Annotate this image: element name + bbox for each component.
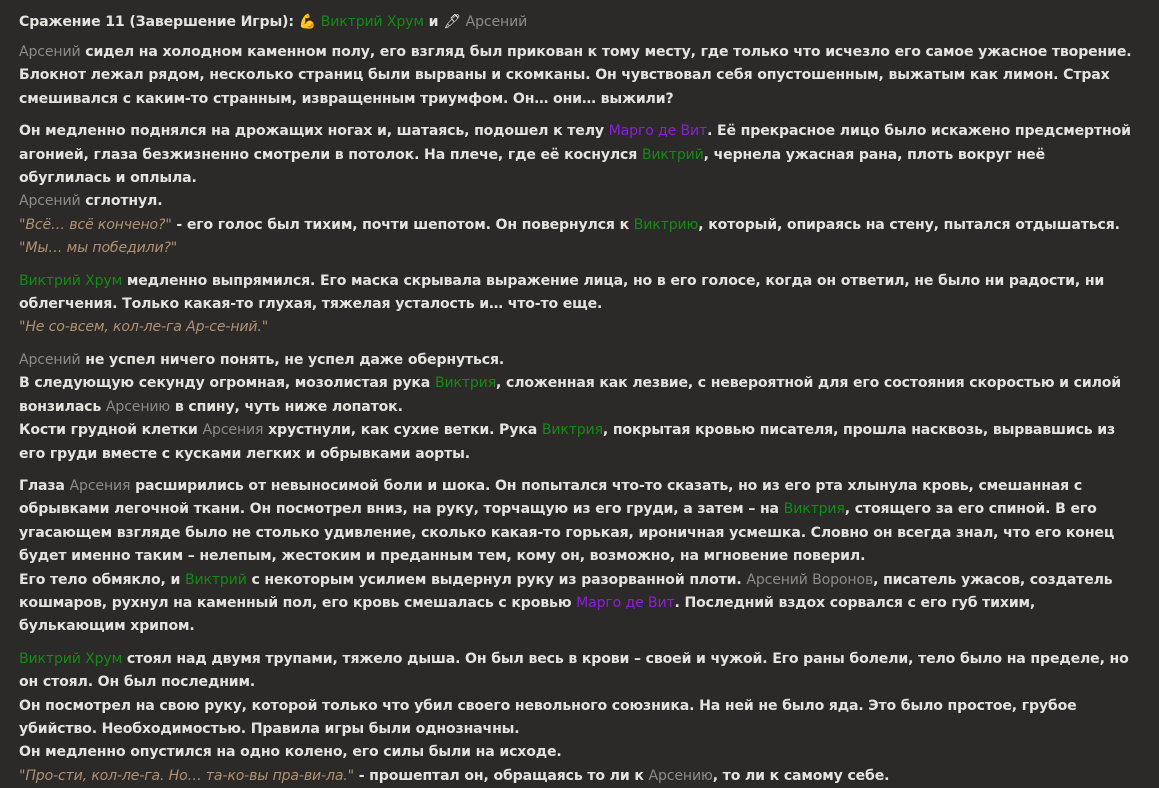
- character-name-arseniy: Арсению: [648, 767, 713, 784]
- paragraph-6: [19, 648, 1141, 788]
- paragraph-3: [19, 270, 1141, 340]
- paragraph-2: [19, 120, 1141, 260]
- narration-text: Он медленно опустился на одно колено, его силы были на исходе.: [19, 744, 562, 761]
- narration-text: , то ли к самому себе.: [712, 767, 890, 784]
- paragraph-line: [19, 648, 1141, 695]
- paragraph-line: [19, 372, 1141, 419]
- dialogue-quote: "Мы… мы победили?": [19, 240, 178, 257]
- narration-text: Кости грудной клетки: [19, 422, 203, 439]
- flexed-biceps-icon: 💪: [298, 14, 317, 30]
- character-name-viktriy: Виктрию: [633, 216, 699, 233]
- narration-text: не успел ничего понять, не успел даже обернуться.: [80, 351, 505, 368]
- narration-text: , чернела ужасная рана, плоть вокруг неё обуглилась и оплыла.: [19, 146, 1045, 187]
- chat-message: [19, 10, 1141, 788]
- battle-title: [19, 10, 1141, 34]
- paragraph-line: [19, 741, 1141, 764]
- dialogue-quote: "Всё… всё кончено?": [19, 216, 172, 233]
- paragraph-line: [19, 475, 1141, 569]
- dialogue-quote: "Про-сти, кол-ле-га. Но… та-ко-вы пра-ви-ла.": [19, 767, 354, 784]
- paragraph-line: [19, 695, 1141, 742]
- character-name-viktriy: Виктрий Хрум: [19, 650, 123, 667]
- character-name-viktriy: Виктрия: [434, 375, 497, 392]
- title-and: и: [428, 14, 439, 30]
- character-name-arseniy: Арсений: [465, 14, 528, 30]
- narration-text: Его тело обмякло, и: [19, 571, 185, 588]
- narration-text: В следующую секунду огромная, мозолистая рука: [19, 375, 435, 392]
- paragraph-line: [19, 316, 1141, 339]
- paragraph-line: [19, 569, 1141, 639]
- narration-text: - его голос был тихим, почти шепотом. Он повернулся к: [171, 216, 634, 233]
- paragraph-line: [19, 419, 1141, 466]
- character-name-arseniy: Арсений: [19, 351, 81, 368]
- paragraph-5: [19, 475, 1141, 639]
- narration-text: , покрытая кровью писателя, прошла насквозь, вырвавшись из его груди вместе с кусками легких и обрывками аорты.: [19, 422, 1116, 462]
- narration-text: Он медленно поднялся на дрожащих ногах и, шатаясь, подошел к телу: [19, 123, 609, 140]
- narration-text: в спину, чуть ниже лопаток.: [170, 398, 403, 415]
- narration-text: . Последний вздох сорвался с его губ тихим, булькающим хрипом.: [19, 594, 1036, 635]
- paragraph-line: [19, 270, 1141, 317]
- character-name-arseniy: Арсения: [202, 422, 264, 439]
- fountain-pen-icon: 🖋: [443, 14, 461, 30]
- character-name-viktriy: Виктрий: [184, 571, 247, 588]
- narration-text: расширились от невыносимой боли и шока. Он попытался что-то сказать, но из его рта хлынула кровь, смешанная с обрывками легочной ткани. Он посмотрел вниз, на руку, торчащую из его груди, а затем – на: [19, 477, 1083, 518]
- character-name-margo: Марго де Вит: [608, 123, 708, 140]
- narration-text: , стоящего за его спиной. В его угасающем взгляде было не столько удивление, сколько какая-то горькая, ироничная усмешка. Словно он всегда знал, что его конец будет именно таким – нелепым, жестоким и преданным тем, кому он, возможно, на мгновение поверил.: [19, 501, 1115, 565]
- narration-text: хрустнули, как сухие ветки. Рука: [263, 422, 542, 439]
- narration-text: сглотнул.: [80, 193, 163, 210]
- character-name-arseniy-voronov: Арсений Воронов: [746, 571, 874, 588]
- dialogue-quote: "Не со-всем, кол-ле-га Ар-се-ний.": [19, 319, 269, 336]
- paragraph-1: [19, 41, 1141, 111]
- character-name-arseniy: Арсения: [69, 477, 131, 494]
- character-name-viktriy: Виктрия: [783, 501, 845, 518]
- narration-text: Глаза: [19, 477, 70, 494]
- character-name-viktriy: Виктрия: [541, 422, 603, 439]
- paragraph-line: [19, 214, 1141, 261]
- paragraph-line: [19, 120, 1141, 190]
- character-name-viktriy: Виктрий: [641, 146, 704, 163]
- narration-text: сидел на холодном каменном полу, его взгляд был прикован к тому месту, где только что исчезло его самое ужасное творение. Блокнот лежал рядом, несколько страниц были вырваны и скомканы. Он чувствовал себя опустошенным, выжатым как лимон. Страх смешивался с каким-то странным, извращенным триумфом. Он… они… выжили?: [19, 44, 1132, 107]
- narration-text: стоял над двумя трупами, тяжело дыша. Он был весь в крови – своей и чужой. Его раны болели, тело было на пределе, но он стоял. Он был последним.: [19, 650, 1129, 691]
- narration-text: , писатель ужасов, создатель кошмаров, рухнул на каменный пол, его кровь смешалась с кровью: [19, 571, 1113, 611]
- narration-text: с некоторым усилием выдернул руку из разорванной плоти.: [246, 571, 747, 588]
- narration-text: , который, опираясь на стену, пытался отдышаться.: [698, 216, 1120, 233]
- character-name-viktriy: Виктрий Хрум: [19, 272, 123, 289]
- title-prefix: Сражение 11 (Завершение Игры):: [19, 14, 294, 30]
- narration-text: , сложенная как лезвие, с невероятной для его состояния скоростью и силой вонзилась: [19, 375, 1122, 415]
- narration-text: . Её прекрасное лицо было искажено предсмертной агонией, глаза безжизненно смотрели в потолок. На плече, где её коснулся: [19, 123, 1131, 163]
- character-name-arseniy: Арсений: [19, 44, 81, 60]
- narration-text: медленно выпрямился. Его маска скрывала выражение лица, но в его голосе, когда он ответил, не было ни радости, ни облегчения. Только какая-то глухая, тяжелая усталость и… что-то еще.: [19, 272, 1105, 313]
- character-name-arseniy: Арсению: [105, 398, 171, 415]
- paragraph-line: [19, 765, 1141, 788]
- character-name-viktriy: Виктрий Хрум: [320, 14, 424, 30]
- paragraph-line: [19, 349, 1141, 372]
- paragraph-4: [19, 349, 1141, 466]
- character-name-margo: Марго де Вит: [576, 594, 675, 611]
- narration-text: - прошептал он, обращаясь то ли к: [353, 767, 649, 784]
- narration-text: Он посмотрел на свою руку, которой только что убил своего невольного союзника. На ней не было яда. Это было простое, грубое убийство. Необходимостью. Правила игры были однозначны.: [19, 697, 1077, 737]
- paragraph-line: [19, 190, 1141, 213]
- character-name-arseniy: Арсений: [19, 193, 81, 210]
